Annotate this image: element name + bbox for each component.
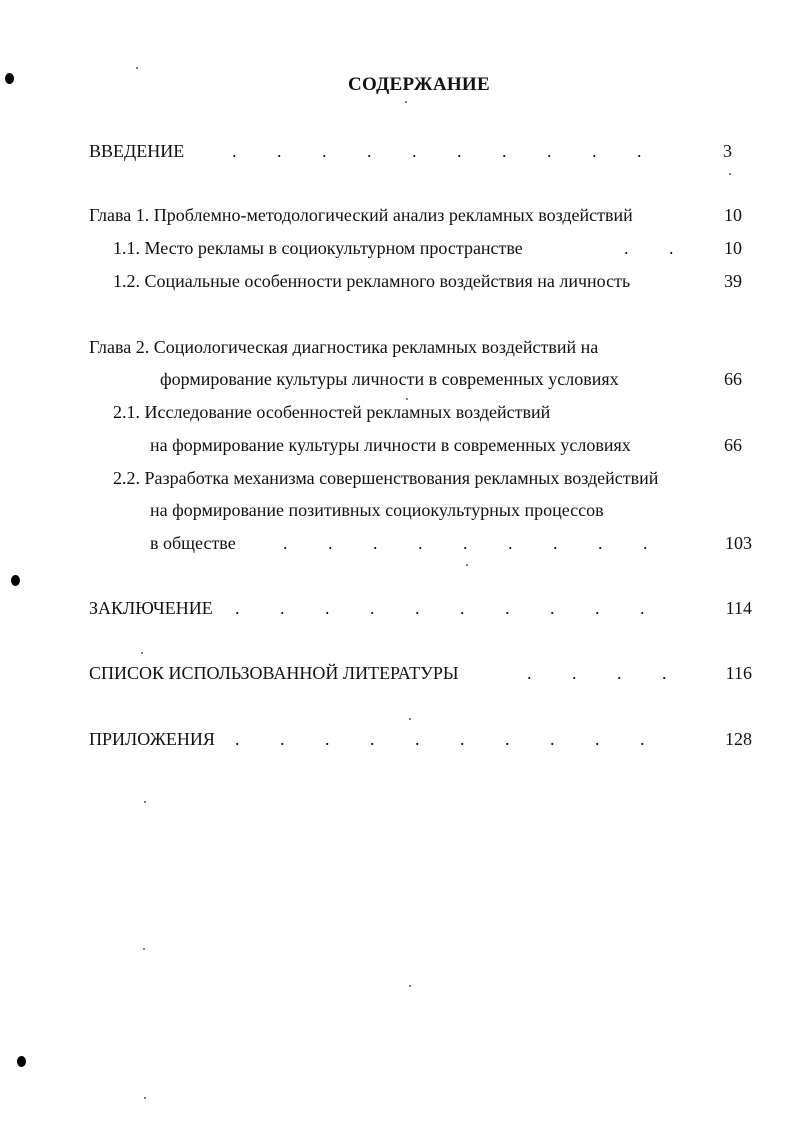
toc-page-number: 10	[724, 205, 742, 225]
toc-dot-leader: . . . . . . . . .	[283, 533, 648, 553]
toc-entry-label-line-2: формирование культуры личности в современных условиях	[160, 369, 619, 389]
scan-speck	[729, 173, 731, 175]
scan-speck	[144, 1097, 146, 1099]
toc-page-number: 114	[725, 598, 752, 618]
toc-entry-label-line-2: на формирование позитивных социокультурных процессов	[150, 500, 604, 520]
toc-entry-label-line-2: на формирование культуры личности в современных условиях	[150, 435, 631, 455]
scan-speck	[141, 652, 143, 654]
toc-page-number: 103	[725, 533, 752, 553]
toc-page-number: 3	[723, 141, 732, 161]
toc-page-number: 116	[725, 663, 752, 683]
toc-page-number: 66	[724, 369, 742, 389]
toc-dot-leader: . . . . . . . . . .	[235, 729, 645, 749]
scan-speck	[405, 101, 407, 103]
scan-speck	[409, 985, 411, 987]
scan-speck	[409, 718, 411, 720]
toc-dot-leader: . . . . . . . . . .	[232, 141, 642, 161]
toc-entry-label: 1.2. Социальные особенности рекламного воздействия на личность	[113, 271, 631, 291]
scan-speck	[136, 67, 138, 69]
scan-speck	[466, 564, 468, 566]
toc-entry-label: ЗАКЛЮЧЕНИЕ	[89, 598, 213, 618]
toc-entry-label: ВВЕДЕНИЕ	[89, 141, 185, 161]
toc-page-number: 128	[725, 729, 752, 749]
binder-hole-middle	[11, 575, 20, 586]
toc-entry-label-line-3: в обществе	[150, 533, 236, 553]
toc-entry-label: СПИСОК ИСПОЛЬЗОВАННОЙ ЛИТЕРАТУРЫ	[89, 663, 459, 683]
binder-hole-bottom	[17, 1056, 26, 1067]
scan-speck	[143, 948, 145, 950]
toc-entry-label-line-1: 2.1. Исследование особенностей рекламных воздействий	[113, 402, 551, 422]
toc-dot-leader: . .	[624, 238, 674, 258]
toc-dot-leader: . . . . . . . . . .	[235, 598, 645, 618]
toc-entry-label: 1.1. Место рекламы в социокультурном пространстве	[113, 238, 523, 258]
toc-entry-label: Глава 1. Проблемно-методологический анализ рекламных воздействий	[89, 205, 633, 225]
page-title: СОДЕРЖАНИЕ	[348, 74, 490, 95]
toc-entry-label-line-1: 2.2. Разработка механизма совершенствования рекламных воздействий	[113, 468, 659, 488]
toc-page-number: 39	[724, 271, 742, 291]
scan-speck	[406, 398, 408, 400]
scan-speck	[144, 801, 146, 803]
toc-page-number: 10	[724, 238, 742, 258]
toc-page-number: 66	[724, 435, 742, 455]
toc-dot-leader: . . . .	[527, 663, 667, 683]
toc-entry-label: ПРИЛОЖЕНИЯ	[89, 729, 215, 749]
toc-entry-label-line-1: Глава 2. Социологическая диагностика рекламных воздействий на	[89, 337, 599, 357]
